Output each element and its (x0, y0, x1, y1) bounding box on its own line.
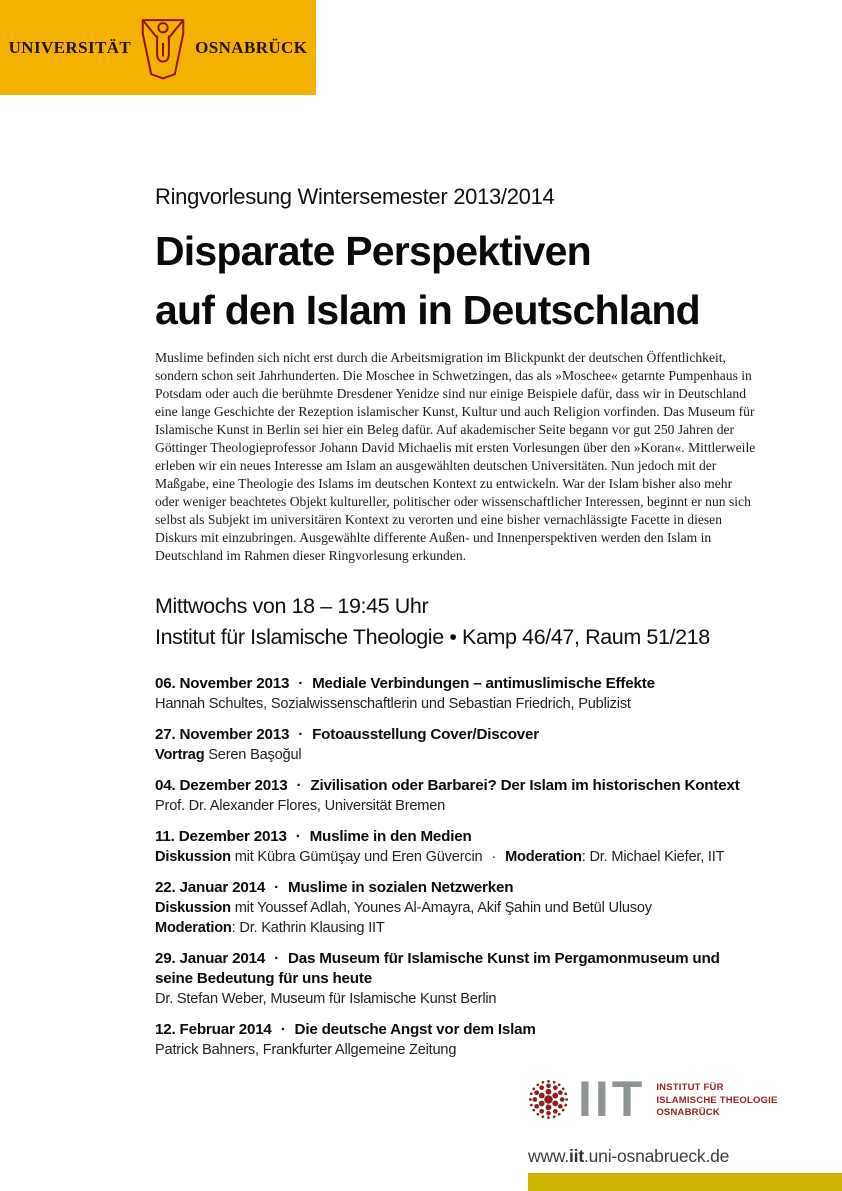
event-headline (155, 1020, 761, 1040)
page-title-line2: auf den Islam in Deutschland (155, 287, 700, 333)
event-label: Diskussion (155, 849, 231, 865)
schedule-time: Mittwochs von 18 – 19:45 Uhr (155, 594, 429, 618)
event-item-3 (155, 776, 761, 816)
event-speakers: Hannah Schultes, Sozialwissenschaftlerin und Sebastian Friedrich, Publizist (155, 696, 631, 712)
event-moderation (155, 918, 761, 938)
event-list (155, 674, 761, 1071)
separator-dot: · (274, 950, 280, 967)
dot-rosette-icon (528, 1079, 569, 1120)
event-date: 06. November 2013 (155, 675, 290, 692)
event-label: Vortrag (155, 747, 205, 763)
event-title: Die deutsche Angst vor dem Islam (294, 1021, 536, 1038)
university-logo-word-left: UNIVERSITÄT (8, 37, 132, 57)
separator-dot: · (280, 1021, 286, 1038)
event-title: Zivilisation oder Barbarei? Der Islam im historischen Kontext (310, 777, 740, 794)
separator-dot: · (295, 828, 301, 845)
event-headline (155, 776, 761, 796)
iit-wordmark: IIT (578, 1071, 646, 1127)
university-logo (0, 0, 316, 95)
moderator-name: : Dr. Kathrin Klausing IIT (231, 920, 385, 936)
event-speakers: Patrick Bahners, Frankfurter Allgemeine Zeitung (155, 1042, 457, 1058)
separator-dot: · (274, 879, 280, 896)
event-speakers (155, 898, 761, 918)
iit-institute-logo (528, 1071, 778, 1127)
page-title-line1: Disparate Perspektiven (155, 228, 591, 274)
institute-name-line3: OSNABRÜCK (656, 1107, 720, 1118)
website-url (528, 1146, 729, 1167)
event-speaker-names: mit Kübra Gümüşay und Eren Güvercin (230, 849, 483, 865)
schedule-info (155, 591, 710, 653)
event-item-6 (155, 949, 761, 1009)
osnabrueck-wheel-icon (136, 11, 190, 85)
event-speakers (155, 745, 761, 765)
university-logo-word-right: OSNABRÜCK (195, 37, 308, 57)
footer-gold-bar (528, 1173, 842, 1191)
moderation-label: Moderation (155, 920, 232, 936)
event-headline (155, 674, 761, 694)
event-title: Fotoausstellung Cover/Discover (312, 726, 540, 743)
event-date: 22. Januar 2014 (155, 879, 266, 896)
event-headline (155, 725, 761, 745)
intro-paragraph: Muslime befinden sich nicht erst durch die Arbeitsmigration im Blickpunkt der deutschen Öffentlichkeit, sondern schon seit Jahrhunderten. Die Moschee in Schwetzingen, das als »Moschee« getarnte Pumpenhaus in Potsdam oder auch die berühmte Dresdener Yenidze sind nur einige Beispiele dafür, dass wir in Deutschland eine lange Geschichte der Rezeption islamischer Kunst, Kultur und auch Religion vorfinden. Das Museum für Islamische Kunst in Berlin sei hier ein Beleg dafür. Auf akademischer Seite begann vor gut 250 Jahren der Göttinger Theologieprofessor Johann David Michaelis mit ersten Vorlesungen über den »Koran«. Mittlerweile erleben wir ein neues Interesse am Islam an ausgewählten deutschen Universitäten. Nun jedoch mit der Maßgabe, eine Theologie des Islams im deutschen Kontext zu entwickeln. War der Islam bisher also mehr oder weniger beachtetes Objekt kultureller, politischer oder wissenschaftlicher Interessen, beginnt er nun sich selbst als Subjekt im universitären Kontext zu verorten und eine bisher vernachlässigte Facette in diesen Diskurs mit einzubringen. Ausgewählte differente Außen- und Innenperspektiven werden den Islam in Deutschland im Rahmen dieser Ringvorlesung erkunden. (155, 350, 756, 563)
event-headline (155, 878, 761, 898)
url-bold-part: iit (569, 1146, 584, 1166)
event-item-5 (155, 878, 761, 938)
event-date: 12. Februar 2014 (155, 1021, 272, 1038)
event-headline (155, 827, 761, 847)
separator-dot: · (296, 777, 302, 794)
separator-dot: · (491, 849, 497, 865)
event-item-4 (155, 827, 761, 867)
url-suffix: .uni-osnabrueck.de (583, 1146, 730, 1166)
institute-name (656, 1079, 777, 1120)
institute-name-line1: INSTITUT FÜR (656, 1082, 724, 1093)
event-title: Muslime in sozialen Netzwerken (288, 879, 514, 896)
event-item-7 (155, 1020, 761, 1060)
separator-dot: · (298, 726, 304, 743)
event-speakers: Prof. Dr. Alexander Flores, Universität Bremen (155, 798, 446, 814)
event-title: Muslime in den Medien (309, 828, 472, 845)
event-speaker-names: mit Youssef Adlah, Younes Al-Amayra, Akif Şahin und Betül Ulusoy (230, 900, 652, 916)
event-date: 27. November 2013 (155, 726, 290, 743)
series-kicker: Ringvorlesung Wintersemester 2013/2014 (155, 184, 555, 209)
event-date: 29. Januar 2014 (155, 950, 266, 967)
event-title: Das Museum für Islamische Kunst im Pergamonmuseum und seine Bedeutung für uns heute (155, 950, 720, 987)
event-item-2 (155, 725, 761, 765)
separator-dot: · (298, 675, 304, 692)
event-headline (155, 949, 761, 989)
event-speakers (155, 847, 761, 867)
event-date: 11. Dezember 2013 (155, 828, 287, 845)
page-title (155, 222, 700, 340)
institute-name-line2: ISLAMISCHE THEOLOGIE (656, 1094, 778, 1106)
schedule-location: Institut für Islamische Theologie • Kamp 46/47, Raum 51/218 (155, 625, 710, 649)
event-label: Diskussion (155, 900, 231, 916)
event-speaker-names: Seren Başoğul (204, 747, 302, 763)
event-speakers: Dr. Stefan Weber, Museum für Islamische Kunst Berlin (155, 991, 497, 1007)
event-title: Mediale Verbindungen – antimuslimische Effekte (312, 675, 655, 692)
moderation-label: Moderation (505, 849, 582, 865)
moderator-name: : Dr. Michael Kiefer, IIT (581, 849, 725, 865)
event-item-1 (155, 674, 761, 714)
event-date: 04. Dezember 2013 (155, 777, 288, 794)
url-prefix: www. (528, 1146, 570, 1166)
